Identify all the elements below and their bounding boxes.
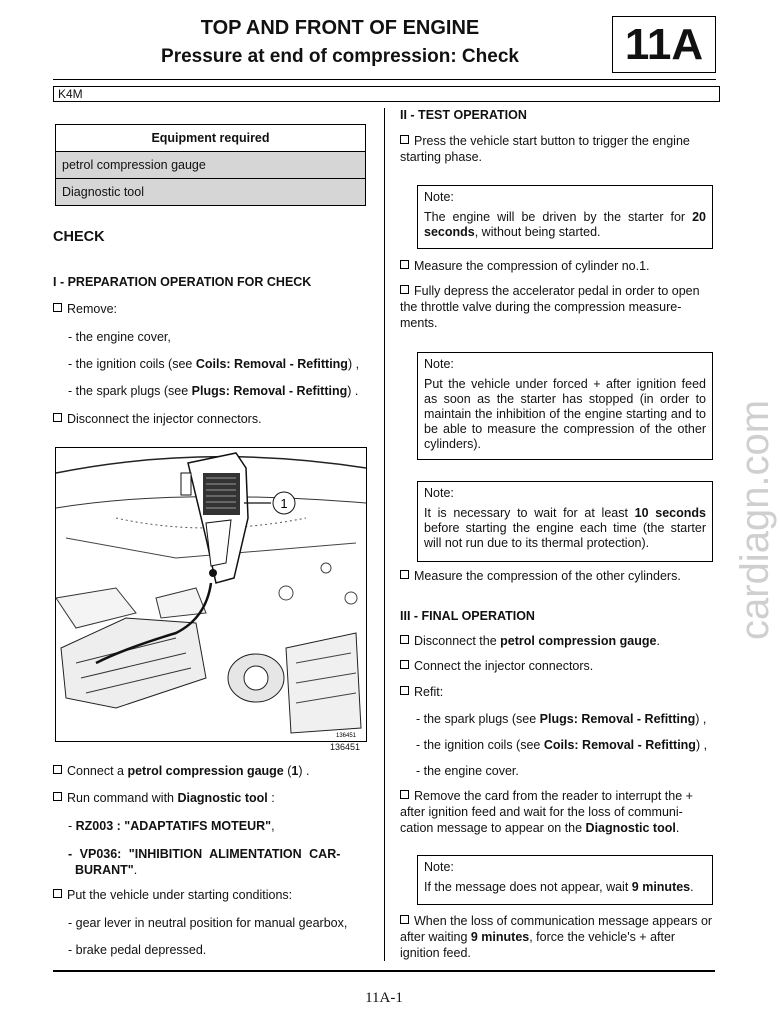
step-connect-injectors: Connect the injector connectors.: [400, 658, 715, 674]
page-subtitle: Pressure at end of compression: Check: [161, 46, 519, 67]
equipment-heading: Equipment required: [56, 125, 366, 152]
check-heading: CHECK: [53, 229, 105, 245]
remove-item: - the engine cover,: [68, 330, 171, 344]
remove-item: - the spark plugs (see Plugs: Removal - Refitting) .: [68, 384, 359, 398]
engine-code-box: K4M: [53, 86, 720, 102]
photo-reference: 136451: [330, 742, 361, 752]
step-refit: Refit:: [400, 684, 715, 700]
chapter-number: 11A: [612, 16, 716, 73]
photo-ref-inset: 136451: [336, 733, 357, 739]
refit-item: - the ignition coils (see Coils: Removal - Refitting) ,: [416, 738, 708, 752]
note-label: Note:: [424, 486, 454, 500]
checkbox-bullet-icon: [400, 135, 409, 144]
checkbox-bullet-icon: [53, 765, 62, 774]
note-label: Note:: [424, 357, 454, 371]
step-connect: Connect a petrol compression gauge (1) .: [53, 763, 368, 779]
header-rule: [53, 79, 716, 80]
note-box: Note: Put the vehicle under forced + after ignition feed as soon as the starter has stopped (in order to maintain the inhibition of the engine starting and to be able to measure the compression of the other cylinders).: [417, 352, 713, 460]
checkbox-bullet-icon: [400, 660, 409, 669]
checkbox-bullet-icon: [53, 792, 62, 801]
remove-item: - the ignition coils (see Coils: Removal - Refitting) ,: [68, 357, 360, 371]
test-heading: II - TEST OPERATION: [400, 108, 527, 122]
final-heading: III - FINAL OPERATION: [400, 609, 535, 623]
engine-illustration: [56, 448, 366, 741]
footer-rule: [53, 970, 715, 972]
note-label: Note:: [424, 860, 454, 874]
step-press: Press the vehicle start button to trigger the engine starting phase.: [400, 134, 690, 164]
svg-text:cardiagn.com: cardiagn.com: [733, 399, 777, 640]
checkbox-bullet-icon: [400, 260, 409, 269]
step-depress: Fully depress the accelerator pedal in order to open the throttle valve during the compression measure-ments.: [400, 284, 700, 330]
note-box: Note: The engine will be driven by the starter for 20 seconds, without being started.: [417, 185, 713, 249]
step-remove-card: Remove the card from the reader to interrupt the + after ignition feed and wait for the loss of communi-cation message to appear on the Diagnostic tool.: [400, 789, 693, 835]
note-box: Note: If the message does not appear, wait 9 minutes.: [417, 855, 713, 905]
command-vp-line1: - VP036: "INHIBITION ALIMENTATION CAR-: [68, 847, 341, 861]
note-box: Note: It is necessary to wait for at least 10 seconds before starting the engine each time (the starter will not run due to its thermal protection).: [417, 481, 713, 562]
refit-item: - the engine cover.: [416, 764, 519, 778]
checkbox-bullet-icon: [400, 686, 409, 695]
watermark: [720, 380, 780, 650]
engine-photo: [55, 447, 367, 742]
checkbox-bullet-icon: [400, 635, 409, 644]
page-title: TOP AND FRONT OF ENGINE: [200, 17, 480, 39]
checkbox-bullet-icon: [53, 303, 62, 312]
step-disconnect: Disconnect the injector connectors.: [53, 411, 368, 427]
photo-callout: 1: [280, 496, 288, 511]
checkbox-bullet-icon: [53, 889, 62, 898]
step-measure2: Measure the compression of the other cylinders.: [400, 568, 715, 584]
step-disconnect-gauge: Disconnect the petrol compression gauge.: [400, 633, 715, 649]
command-rz: - RZ003 : "ADAPTATIFS MOTEUR",: [68, 819, 275, 833]
prep-heading: I - PREPARATION OPERATION FOR CHECK: [53, 275, 312, 289]
note-label: Note:: [424, 190, 454, 204]
equipment-item: petrol compression gauge: [56, 152, 366, 179]
step-remove: Remove:: [53, 301, 368, 317]
condition-item: - brake pedal depressed.: [68, 943, 207, 957]
condition-item: - gear lever in neutral position for manual gearbox,: [68, 916, 348, 930]
equipment-table: [55, 124, 366, 206]
refit-item: - the spark plugs (see Plugs: Removal - Refitting) ,: [416, 712, 707, 726]
checkbox-bullet-icon: [400, 285, 409, 294]
checkbox-bullet-icon: [400, 790, 409, 799]
step-measure1: Measure the compression of cylinder no.1.: [400, 258, 715, 274]
column-divider: [384, 108, 385, 961]
step-put: Put the vehicle under starting conditions:: [53, 887, 368, 903]
command-vp-line2: BURANT".: [75, 863, 138, 877]
step-force-feed: When the loss of communication message appears or after waiting 9 minutes, force the vehicle's + after ignition feed.: [400, 914, 713, 960]
checkbox-bullet-icon: [53, 413, 62, 422]
checkbox-bullet-icon: [400, 915, 409, 924]
page-number: 11A-1: [365, 990, 403, 1006]
checkbox-bullet-icon: [400, 570, 409, 579]
equipment-item: Diagnostic tool: [56, 179, 366, 206]
step-run: Run command with Diagnostic tool :: [53, 790, 368, 806]
